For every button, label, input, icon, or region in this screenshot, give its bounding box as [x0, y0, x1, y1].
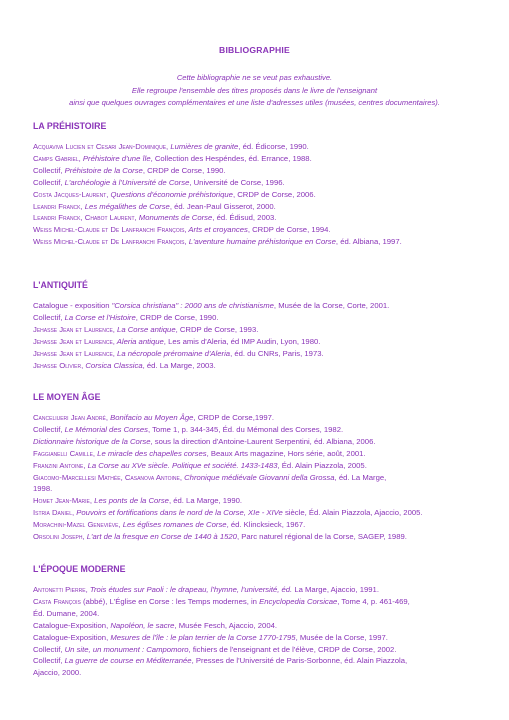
intro-line: Elle regroupe l'ensemble des titres proposés dans le livre de l'enseignant	[131, 85, 378, 95]
entry-t: Un site, un monument : Campomoro	[64, 644, 189, 654]
entry-r: , CRDP de Corse, 2006.	[232, 189, 316, 199]
entry-a: Jehasse Jean et Laurence,	[33, 324, 115, 334]
bibliography-entry	[33, 412, 483, 424]
section-moyen-age	[33, 392, 483, 543]
entry-t: Le miracle des chapelles corses	[95, 448, 207, 458]
entry-r: , Musée Fesch, Ajaccio, 2004.	[174, 620, 278, 630]
entry-a: Jehasse Jean et Laurence,	[33, 336, 115, 346]
section-antiquite	[33, 280, 483, 371]
section-heading: LE MOYEN ÂGE	[33, 392, 101, 402]
entry-r: , sous la direction d'Antoine-Laurent Serpentini, éd. Albiana, 2006.	[150, 436, 376, 446]
entry-t: Questions d'économie préhistorique	[108, 189, 233, 199]
entry-r: , Beaux Arts magazine, Hors série, août, 2001.	[206, 448, 366, 458]
entry-a: Homet Jean-Marie,	[33, 496, 93, 506]
entry-r: siècle, Éd. Alain Piazzola, Ajaccio, 2005.	[282, 508, 423, 518]
bibliography-entry	[33, 212, 483, 224]
entry-t: Pouvoirs et fortifications dans le nord de la Corse, XIe - XIVe	[74, 508, 283, 518]
entry-a: Jehasse Olivier,	[33, 360, 84, 370]
entry-a: Acquaviva Lucien et Cesari Jean-Dominique,	[33, 142, 169, 151]
entry-r: , Les amis d'Aleria, éd IMP Audin, Lyon, 1980.	[163, 336, 321, 346]
entry-r: , Presses de l'Université de Paris-Sorbonne, éd. Alain Piazzola,	[191, 656, 408, 666]
entry-r: , Musée de la Corse, Corte, 2001.	[273, 301, 390, 310]
entry-a: Orsolini Joseph,	[33, 532, 85, 542]
entry-r: , CRDP de Corse, 1990.	[142, 165, 226, 175]
entry-t: Aleria antique	[114, 336, 164, 346]
entry-p: Collectif,	[33, 312, 65, 322]
entry-r: , CRDP de Corse,1997.	[193, 413, 275, 422]
entry-p: Collectif,	[33, 177, 65, 187]
bibliography-entry	[33, 224, 483, 236]
bibliography-entry	[33, 495, 483, 507]
entry-t: L'art de la fresque en Corse de 1440 à 1520	[84, 532, 237, 542]
bibliography-entry	[33, 519, 483, 531]
bibliography-entry	[33, 632, 483, 644]
bibliography-entry	[33, 655, 483, 667]
bibliography-entry	[33, 153, 483, 165]
entry-r: , Université de Corse, 1996.	[189, 177, 285, 187]
section-heading: LA PRÉHISTOIRE	[33, 121, 107, 131]
entry-t: Encyclopedia Corsicae	[259, 596, 338, 606]
bibliography-entry	[33, 348, 483, 360]
entry-p: Catalogue-Exposition,	[33, 632, 111, 642]
section-prehistoire	[33, 121, 483, 248]
entry-t: Arts et croyances	[186, 225, 248, 235]
entry-p: Catalogue - exposition	[33, 301, 112, 310]
bibliography-entry	[33, 620, 483, 632]
bibliography-entry-continued: Éd. Dumane, 2004.	[33, 608, 100, 618]
entry-t: L'aventure humaine préhistorique en Corse	[186, 237, 336, 247]
entry-a: Casta François	[33, 596, 81, 606]
entry-r: , éd. La Marge, 2003.	[142, 360, 216, 370]
entry-p2: (abbé), L'Église en Corse : les Temps modernes, in	[80, 596, 260, 606]
entry-a: Canceliueri Jean André,	[33, 413, 108, 422]
bibliography-entry	[33, 141, 483, 153]
entry-t: Chronique médiévale Giovanni della Grossa	[181, 472, 335, 482]
entry-t: La Corse antique	[114, 324, 176, 334]
entry-a: Franzini Antoine,	[33, 460, 86, 470]
entry-a: Weiss Michel-Claude et De Lanfranchi François,	[33, 225, 187, 235]
bibliography-entry	[33, 472, 483, 484]
bibliography-entry	[33, 177, 483, 189]
entry-a: Weiss Michel-Claude et De Lanfranchi François,	[33, 237, 187, 247]
entry-r: , Musée de la Corse, 1997.	[295, 632, 388, 642]
entry-t: "Corsica christiana" : 2000 ans de christianisme	[111, 301, 274, 310]
entry-r: , Éd. Alain Piazzola, 2005.	[277, 460, 367, 470]
entry-a: Istria Daniel,	[33, 508, 75, 518]
bibliography-entry	[33, 336, 483, 348]
bibliography-entry	[33, 236, 483, 248]
bibliography-entry-continued: Ajaccio, 2000.	[33, 668, 82, 678]
entry-t: Les mégalithes de Corse	[82, 201, 170, 211]
intro-text	[0, 72, 509, 110]
entry-t: Lumières de granite	[168, 142, 239, 151]
entry-a: Costa Jacques-Laurent,	[33, 189, 109, 199]
bibliography-entry	[33, 531, 483, 543]
entry-p: Collectif,	[33, 424, 65, 434]
entry-r: , éd. Jean-Paul Gisserot, 2000.	[169, 201, 276, 211]
entry-t: Les églises romanes de Corse	[120, 520, 227, 530]
bibliography-entry	[33, 300, 483, 312]
entry-r: , éd. Édicorse, 1990.	[238, 142, 309, 151]
entry-t: Mesures de l'île : le plan terrier de la Corse 1770-1795	[110, 632, 296, 642]
entry-t: Le Mémorial des Corses	[64, 424, 148, 434]
entry-p: Collectif,	[33, 656, 65, 666]
entry-a: Giacomo-Marcellesi Mathée, Casanova Antoine,	[33, 472, 182, 482]
bibliography-entry	[33, 644, 483, 656]
entry-r: , éd. Klincksieck, 1967.	[226, 520, 306, 530]
entry-a: Camps Gabriel,	[33, 153, 81, 163]
bibliography-entry	[33, 324, 483, 336]
entry-list	[33, 584, 483, 679]
entry-r: , CRDP de Corse, 1990.	[135, 312, 219, 322]
section-heading: L'ANTIQUITÉ	[33, 280, 88, 290]
entry-t: L'archéologie à l'Université de Corse	[64, 177, 190, 187]
entry-r: , fichiers de l'enseignant et de l'élève, CRDP de Corse, 2002.	[188, 644, 397, 654]
entry-p: Collectif,	[33, 644, 65, 654]
intro-line: ainsi que quelques ouvrages complémentaires et une liste d'adresses utiles (musées, centres documentaires).	[69, 98, 440, 107]
entry-list	[33, 141, 483, 248]
section-heading: L'ÉPOQUE MODERNE	[33, 564, 126, 574]
entry-t: Préhistoire de la Corse	[64, 165, 143, 175]
entry-t: Monuments de Corse	[136, 213, 213, 223]
bibliography-entry	[33, 165, 483, 177]
entry-t: La Corse au XVe siècle. Politique et société. 1433-1483	[85, 460, 278, 470]
bibliography-entry	[33, 424, 483, 436]
entry-a: Antonetti Pierre,	[33, 585, 88, 594]
entry-r: , Collection des Hespéndes, éd. Errance, 1988.	[150, 153, 312, 163]
entry-r: , Tome 1, p. 344-345, Éd. du Mémonal des Corses, 1982.	[147, 424, 344, 434]
entry-r: , Parc naturel régional de la Corse, SAGEP, 1989.	[236, 532, 407, 542]
entry-r: , CRDP de Corse, 1993.	[175, 324, 259, 334]
entry-t: Bonifacio au Moyen Âge	[107, 413, 194, 422]
bibliography-entry	[33, 596, 483, 608]
entry-a: Jehasse Jean et Laurence,	[33, 348, 115, 358]
section-epoque-moderne	[33, 564, 483, 679]
entry-t: La guerre de course en Méditerranée	[64, 656, 192, 666]
bibliography-entry	[33, 360, 483, 372]
entry-p: Catalogue-Exposition,	[33, 620, 111, 630]
entry-t: Dictionnaire historique de la Corse	[33, 436, 151, 446]
bibliography-entry	[33, 312, 483, 324]
page-title: BIBLIOGRAPHIE	[219, 45, 290, 55]
entry-r: , éd. du CNRs, Paris, 1973.	[230, 348, 324, 358]
entry-t: Trois études sur Paoli : le drapeau, l'hymne, l'université, éd.	[87, 585, 293, 594]
bibliography-entry	[33, 201, 483, 213]
bibliography-entry	[33, 507, 483, 519]
entry-list	[33, 300, 483, 371]
entry-a: Faggianelli Camille,	[33, 448, 96, 458]
entry-a: Leandri Franck,	[33, 201, 83, 211]
entry-t: Les ponts de la Corse	[92, 496, 169, 506]
bibliography-entry	[33, 436, 483, 448]
entry-r: , éd. Albiana, 1997.	[335, 237, 402, 247]
entry-r: La Marge, Ajaccio, 1991.	[292, 585, 379, 594]
entry-r: , éd. Édisud, 2003.	[212, 213, 277, 223]
bibliography-entry	[33, 189, 483, 201]
bibliography-entry	[33, 460, 483, 472]
bibliography-entry-continued: 1998.	[33, 484, 53, 494]
entry-t: La nécropole préromaine d'Aleria	[114, 348, 231, 358]
entry-t: Napoléon, le sacre	[110, 620, 175, 630]
entry-list	[33, 412, 483, 543]
entry-p: Collectif,	[33, 165, 65, 175]
entry-r: , Tome 4, p. 461-469,	[337, 596, 410, 606]
entry-t: Préhistoire d'une île	[80, 153, 151, 163]
bibliography-entry	[33, 584, 483, 596]
entry-r: , éd. La Marge,	[334, 472, 387, 482]
intro-line: Cette bibliographie ne se veut pas exhaustive.	[176, 73, 333, 82]
entry-t: La Corse et l'Histoire	[64, 312, 136, 322]
entry-r: , CRDP de Corse, 1994.	[247, 225, 331, 235]
entry-a: Leandri Franck, Chabot Laurent,	[33, 213, 137, 223]
entry-t: Corsica Classica	[83, 360, 143, 370]
entry-a: Morachini-Mazel Geneviève,	[33, 520, 121, 530]
bibliography-entry	[33, 448, 483, 460]
entry-r: , éd. La Marge, 1990.	[168, 496, 243, 506]
